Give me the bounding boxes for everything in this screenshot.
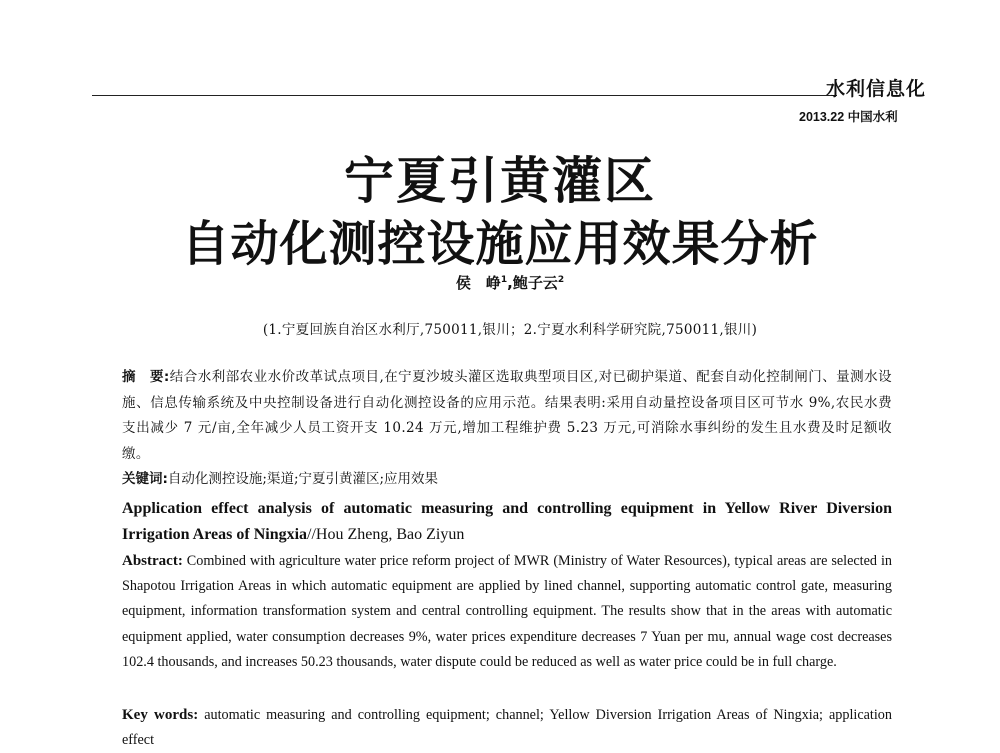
author-1-affil-mark: 1 [500, 275, 508, 285]
keywords-cn-label: 关键词: [122, 471, 168, 487]
author-separator: , [507, 274, 513, 292]
keywords-en [122, 703, 892, 753]
keywords-en-text: automatic measuring and controlling equipment; channel; Yellow Diversion Irrigation Areas of Ningxia; application effect [122, 707, 892, 748]
author-2-affil-mark: 2 [557, 275, 565, 285]
english-title-text: Application effect analysis of automatic measuring and controlling equipment in Yellow River Diversion Irrigation Areas of Ningxia [122, 500, 892, 543]
author-2: 鲍子云 [512, 274, 558, 292]
abstract-en [122, 549, 892, 675]
author-1: 侯 峥 [455, 274, 501, 292]
keywords-cn-text: 自动化测控设施;渠道;宁夏引黄灌区;应用效果 [167, 471, 439, 487]
title-line-1: 宁夏引黄灌区 [344, 152, 656, 210]
abstract-cn [122, 365, 892, 467]
abstract-en-label: Abstract: [122, 553, 183, 569]
abstract-cn-text: 结合水利部农业水价改革试点项目,在宁夏沙坡头灌区选取典型项目区,对已砌护渠道、配套自动化控制闸门、量测水设施、信息传输系统及中央控制设备进行自动化测控设备的应用示范。结果表明:采用自动量控设备项目区可节水 9%,农民水费支出减少 7 元/亩,全年减少人员工资开支 10.24 万元,增加工程维护费 5.23 万元,可消除水事纠纷的发生且水费及时足额收缴。 [122, 369, 893, 462]
journal-issue: 2013.22 中国水利 [799, 110, 898, 124]
abstract-en-text: Combined with agriculture water price reform project of MWR (Ministry of Water Resources), typical areas are selected in Shapotou Irrigation Areas in which automatic equipment are applied by lined channel, supporting automatic control gate, measuring equipment, information transformation system and central controlling equipment. The results show that in the areas with automatic equipment applied, water consumption decreases 9%, water prices expenditure decreases 7 Yuan per mu, annual wage cost decreases 102.4 thousands, and increases 50.23 thousands, water dispute could be reduced as well as water price could be in full charge. [122, 553, 893, 670]
title-line-2: 自动化测控设施应用效果分析 [181, 216, 819, 272]
keywords-cn [122, 467, 892, 492]
header-rule [92, 95, 837, 96]
abstract-cn-label: 摘 要: [122, 369, 170, 385]
journal-name: 水利信息化 [826, 78, 927, 100]
keywords-en-label: Key words: [122, 707, 199, 723]
authors [0, 272, 1000, 293]
english-authors: //Hou Zheng, Bao Ziyun [307, 526, 465, 543]
english-title [122, 496, 892, 548]
affiliation: (1.宁夏回族自治区水利厅,750011,银川；2.宁夏水利科学研究院,750011,银川) [262, 322, 758, 338]
